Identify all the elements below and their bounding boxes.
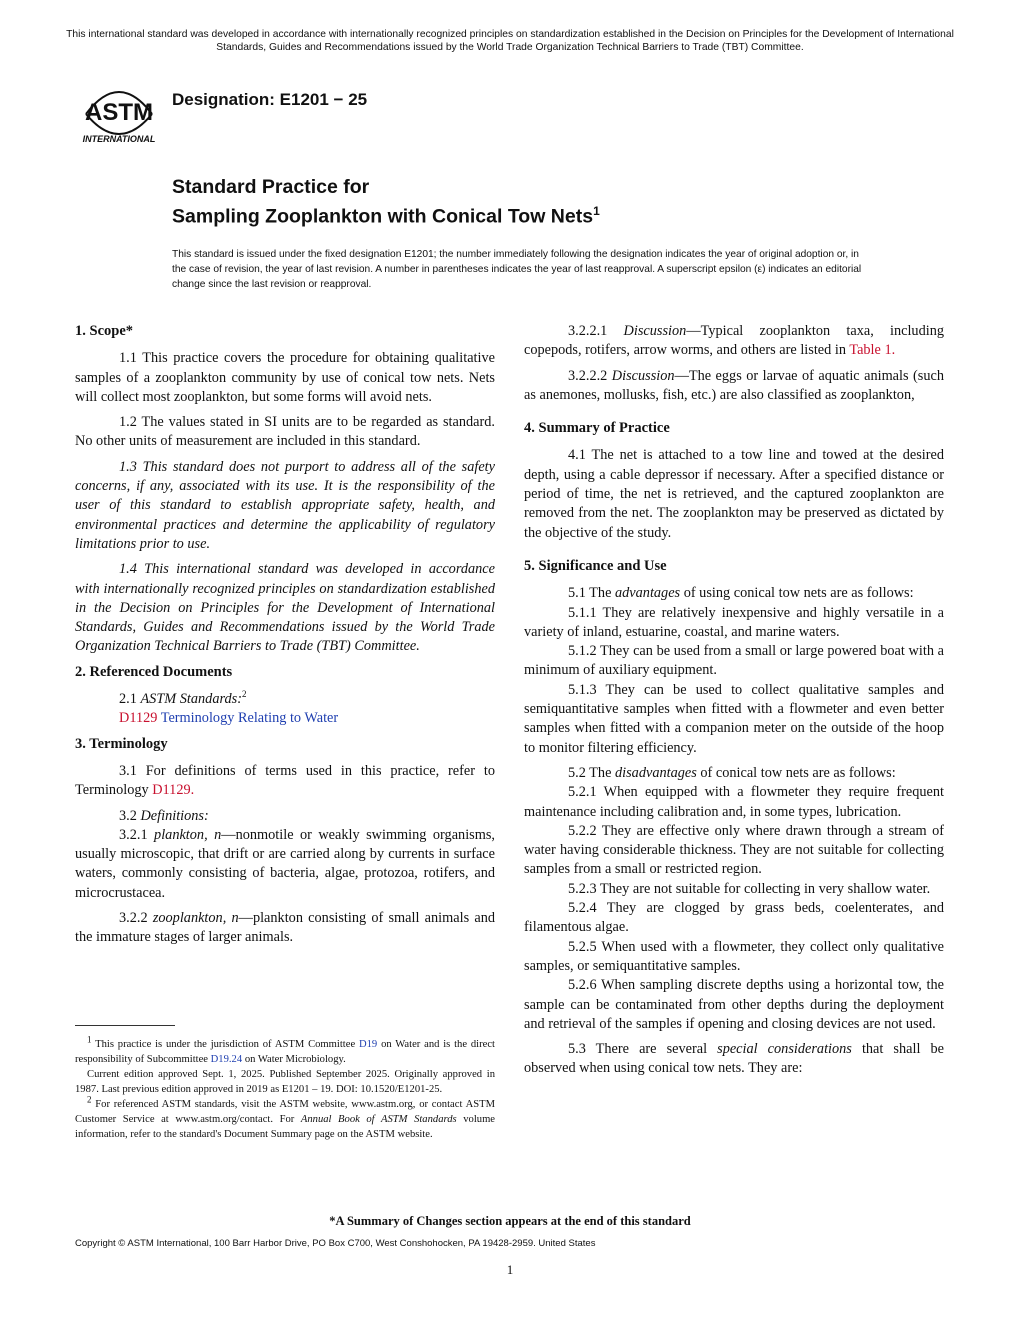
d1129-link[interactable]: D1129 xyxy=(152,782,191,799)
right-column xyxy=(524,322,944,1085)
para-1-2: 1.2 The values stated in SI units are to be regarded as standard. No other units of measurement are included in this standard. xyxy=(75,414,495,450)
para-4-1: 4.1 The net is attached to a tow line and towed at the desired depth, using a cable depressor if necessary. After a specified distance or period of time, the net is retrieved, and the captured zooplankton are removed from the net. The zooplankton may be preserved as dictated by the objective of the study. xyxy=(524,447,944,541)
document-title xyxy=(172,175,600,229)
left-column xyxy=(75,322,495,954)
top-notice: This international standard was developed in accordance with internationally recognized principles on standardization established in the Decision on Principles for the Development of International Standards, Guides and Recommendations issued by the World Trade Organization Technical Barriers to Trade (TBT) Committee. xyxy=(66,29,954,53)
astm-logo xyxy=(76,76,162,146)
para-5-2-4: 5.2.4 They are clogged by grass beds, coelenterates, and filamentous algae. xyxy=(524,900,944,936)
ref-title-link: Terminology Relating to Water xyxy=(160,710,339,727)
para-3-2-2-2: 3.2.2.2 Discussion—The eggs or larvae of aquatic animals (such as anemones, mollusks, fish, etc.) are also classified as zooplankton, xyxy=(524,367,944,403)
para-5-2-3: 5.2.3 They are not suitable for collecting in very shallow water. xyxy=(568,880,931,897)
title-line-2: Sampling Zooplankton with Conical Tow Nets$^1$ xyxy=(172,204,600,228)
section-4-heading: 4. Summary of Practice xyxy=(524,420,670,437)
para-5-1: 5.1 The advantages of using conical tow nets are as follows: xyxy=(568,585,914,602)
section-2-heading: 2. Referenced Documents xyxy=(75,663,233,680)
para-5-2-6: 5.2.6 When sampling discrete depths using a horizontal tow, the sample can be contaminated from other depths during the deployment and retrieval of the samples if opening and closing devices are not used. xyxy=(524,977,944,1032)
issue-note: This standard is issued under the fixed designation E1201; the number immediately following the designation indicates the year of original adoption or, in the case of revision, the year of last revision. A number in parentheses indicates the year of last reapproval. A superscript epsilon (ε) indicates an editorial change since the last revision or reapproval. xyxy=(172,249,862,290)
footnote-divider xyxy=(75,1025,175,1026)
para-5-1-1: 5.1.1 They are relatively inexpensive and highly versatile in a variety of inland, estuarine, coastal, and marine waters. xyxy=(524,604,944,640)
para-3-2: 3.2 Definitions: xyxy=(119,807,209,824)
para-1-1: 1.1 This practice covers the procedure for obtaining qualitative samples of a zooplankton community by use of conical tow nets. Nets will collect most zooplankton, but some forms will avoid nets. xyxy=(75,350,495,405)
para-3-1: 3.1 For definitions of terms used in this practice, refer to Terminology D1129. xyxy=(75,762,495,799)
d19-link[interactable]: D19 xyxy=(358,1039,378,1050)
section-1-heading: 1. Scope* xyxy=(75,323,133,339)
para-3-2-1: 3.2.1 plankton, n—nonmotile or weakly swimming organisms, usually microscopic, that drift or are carried along by currents in surface waters, commonly consisting of bacteria, algae, protozoa, rotifers, and microcrustacea. xyxy=(75,826,495,901)
para-5-2-1: 5.2.1 When equipped with a flowmeter they require frequent maintenance including calibration and, in some types, lubrication. xyxy=(524,784,944,820)
logo-text: ASTM xyxy=(85,99,153,126)
para-5-1-2: 5.1.2 They can be used from a small or large powered boat with a minimum of auxiliary equipment. xyxy=(524,643,944,679)
para-3-2-2: 3.2.2 zooplankton, n—plankton consisting of small animals and the immature stages of larger animals. xyxy=(75,910,495,946)
footnote-1: $^1$ This practice is under the jurisdiction of ASTM Committee D19 on Water and is the direct responsibility of Subcommittee D19.24 on Water Microbiology. xyxy=(75,1034,495,1065)
reference-d1129[interactable] xyxy=(75,709,495,728)
section-5-heading: 5. Significance and Use xyxy=(524,557,667,574)
d19-24-link[interactable]: D19.24 xyxy=(210,1054,243,1065)
para-3-2-2-1: 3.2.2.1 Discussion—Typical zooplankton taxa, including copepods, rotifers, arrow worms, and others are listed in Table 1. xyxy=(524,323,944,359)
footnote-1-edition: Current edition approved Sept. 1, 2025. Published September 2025. Originally approved in 1987. Last previous edition approved in 2019 as E1201 – 19. DOI: 10.1520/E1201-25. xyxy=(75,1069,495,1095)
summary-of-changes-note: *A Summary of Changes section appears at the end of this standard xyxy=(329,1214,691,1228)
table-1-link[interactable]: Table 1 xyxy=(849,342,892,359)
designation: Designation: E1201 − 25 xyxy=(172,90,368,109)
para-2-1: 2.1 ASTM Standards:$^2$ xyxy=(119,689,247,708)
para-5-1-3: 5.1.3 They can be used to collect qualitative samples and semiquantitative samples when fitted with a flowmeter and even better samples when fitted with a companion meter on the outside of the hoop to monitor filtering efficiency. xyxy=(524,681,944,756)
para-5-3: 5.3 There are several special considerations that shall be observed when using conical tow nets. They are: xyxy=(524,1041,944,1077)
copyright: Copyright © ASTM International, 100 Barr Harbor Drive, PO Box C700, West Conshohocken, PA 19428-2959. United States xyxy=(75,1238,596,1249)
section-3-heading: 3. Terminology xyxy=(75,735,168,752)
title-footnote-ref[interactable]: 1 xyxy=(593,204,600,218)
title-line-1: Standard Practice for xyxy=(172,176,370,198)
page-number: 1 xyxy=(506,1262,514,1277)
para-1-3: 1.3 This standard does not purport to address all of the safety concerns, if any, associated with its use. It is the responsibility of the user of this standard to establish appropriate safety, health, and environmental practices and determine the applicability of regulatory limitations prior to use. xyxy=(75,458,495,552)
footnote-2: $^2$ For referenced ASTM standards, visit the ASTM website, www.astm.org, or contact ASTM Customer Service at www.astm.org/contact. For Annual Book of ASTM Standards volume information, refer to the standard's Document Summary page on the ASTM website. xyxy=(75,1094,496,1140)
para-5-2: 5.2 The disadvantages of conical tow nets are as follows: xyxy=(568,764,896,781)
para-5-2-5: 5.2.5 When used with a flowmeter, they collect only qualitative samples, or semiquantitative samples. xyxy=(524,938,944,974)
para-1-4: 1.4 This international standard was developed in accordance with internationally recognized principles on standardization established in the Decision on Principles for the Development of International Standards, Guides and Recommendations issued by the World Trade Organization Technical Barriers to Trade (TBT) Committee. xyxy=(75,561,495,655)
footnotes xyxy=(75,1034,496,1142)
para-5-2-2: 5.2.2 They are effective only where drawn through a stream of water having considerable thickness. They are not suitable for collecting samples from a small or restricted region. xyxy=(524,822,944,878)
ref-code-link: D1129 xyxy=(119,710,158,727)
logo-subtext: INTERNATIONAL xyxy=(82,134,156,144)
